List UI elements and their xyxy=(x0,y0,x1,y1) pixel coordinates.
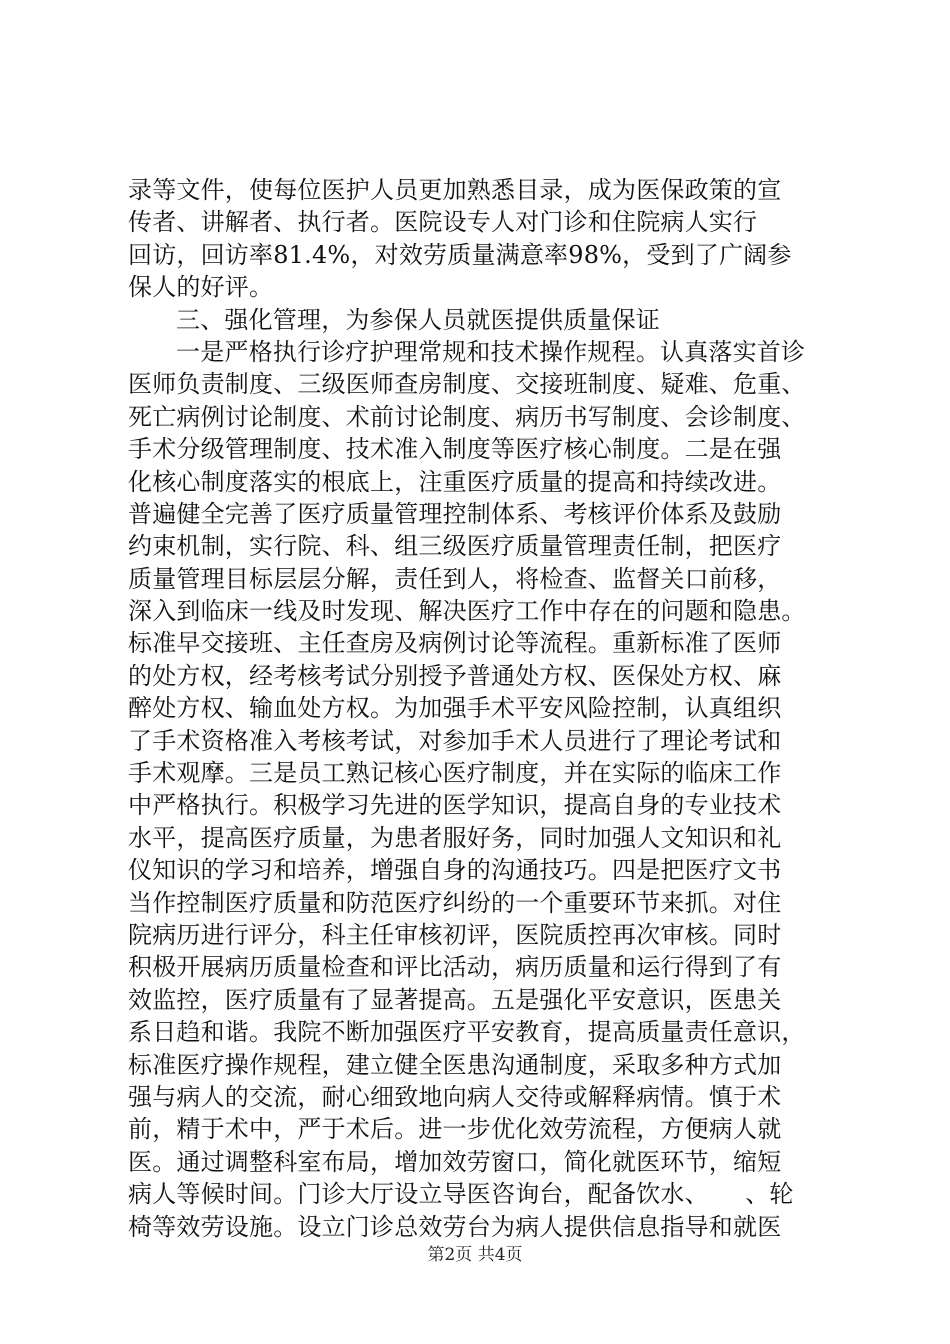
text-line: 病人等候时间。门诊大厅设立导医咨询台，配备饮水、 、轮 xyxy=(128,1180,794,1209)
text-line: 保人的好评。 xyxy=(128,273,274,302)
text-line: 系日趋和谐。我院不断加强医疗平安教育，提高质量责任意识， xyxy=(128,1018,806,1047)
text-line: 仪知识的学习和培养，增强自身的沟通技巧。四是把医疗文书 xyxy=(128,856,782,885)
text-line: 传者、讲解者、执行者。医院设专人对门诊和住院病人实行 xyxy=(128,208,758,237)
text-line: 录等文件，使每位医护人员更加熟悉目录，成为医保政策的宣 xyxy=(128,176,782,204)
text-line: 医。通过调整科室布局，增加效劳窗口，简化就医环节，缩短 xyxy=(128,1147,782,1176)
text-line: 标准早交接班、主任查房及病例讨论等流程。重新标准了医师 xyxy=(128,629,782,658)
text-line: 质量管理目标层层分解，责任到人，将检查、监督关口前移， xyxy=(128,564,782,593)
text-line: 椅等效劳设施。设立门诊总效劳台为病人提供信息指导和就医 xyxy=(128,1212,782,1241)
text-line: 强与病人的交流，耐心细致地向病人交待或解释病情。慎于术 xyxy=(128,1082,782,1111)
text-line: 回访，回访率81.4%，对效劳质量满意率98%，受到了广阔参 xyxy=(128,240,792,269)
text-line: 医师负责制度、三级医师查房制度、交接班制度、疑难、危重、 xyxy=(128,370,806,399)
text-line: 约束机制，实行院、科、组三级医疗质量管理责任制，把医疗 xyxy=(128,532,782,561)
text-line: 醉处方权、输血处方权。为加强手术平安风险控制，认真组织 xyxy=(128,694,782,723)
text-line: 积极开展病历质量检查和评比活动，病历质量和运行得到了有 xyxy=(128,953,782,982)
text-line: 深入到临床一线及时发现、解决医疗工作中存在的问题和隐患。 xyxy=(128,597,806,626)
text-line: 普遍健全完善了医疗质量管理控制体系、考核评价体系及鼓励 xyxy=(128,499,782,528)
text-line: 一是严格执行诊疗护理常规和技术操作规程。认真落实首诊 xyxy=(176,337,806,366)
text-line: 的处方权，经考核考试分别授予普通处方权、医保处方权、麻 xyxy=(128,661,782,690)
section-heading: 三、强化管理，为参保人员就医提供质量保证 xyxy=(176,305,660,334)
page-footer xyxy=(0,1244,950,1266)
text-line: 当作控制医疗质量和防范医疗纠纷的一个重要环节来抓。对住 xyxy=(128,888,782,917)
text-line: 水平，提高医疗质量，为患者服好务，同时加强人文知识和礼 xyxy=(128,823,782,852)
text-line: 院病历进行评分，科主任审核初评，医院质控再次审核。同时 xyxy=(128,920,782,949)
body-text xyxy=(128,174,828,1243)
text-line: 手术观摩。三是员工熟记核心医疗制度，并在实际的临床工作 xyxy=(128,759,782,788)
text-line: 死亡病例讨论制度、术前讨论制度、病历书写制度、会诊制度、 xyxy=(128,402,806,431)
page-indicator: 第2页 共4页 xyxy=(427,1245,523,1265)
text-line: 中严格执行。积极学习先进的医学知识，提高自身的专业技术 xyxy=(128,791,782,820)
text-line: 效监控，医疗质量有了显著提高。五是强化平安意识，医患关 xyxy=(128,985,782,1014)
text-line: 化核心制度落实的根底上，注重医疗质量的提高和持续改进。 xyxy=(128,467,782,496)
text-line: 前，精于术中，严于术后。进一步优化效劳流程，方便病人就 xyxy=(128,1115,782,1144)
text-line: 标准医疗操作规程，建立健全医患沟通制度，采取多种方式加 xyxy=(128,1050,782,1079)
text-line: 了手术资格准入考核考试，对参加手术人员进行了理论考试和 xyxy=(128,726,782,755)
text-line: 手术分级管理制度、技术准入制度等医疗核心制度。二是在强 xyxy=(128,435,782,464)
